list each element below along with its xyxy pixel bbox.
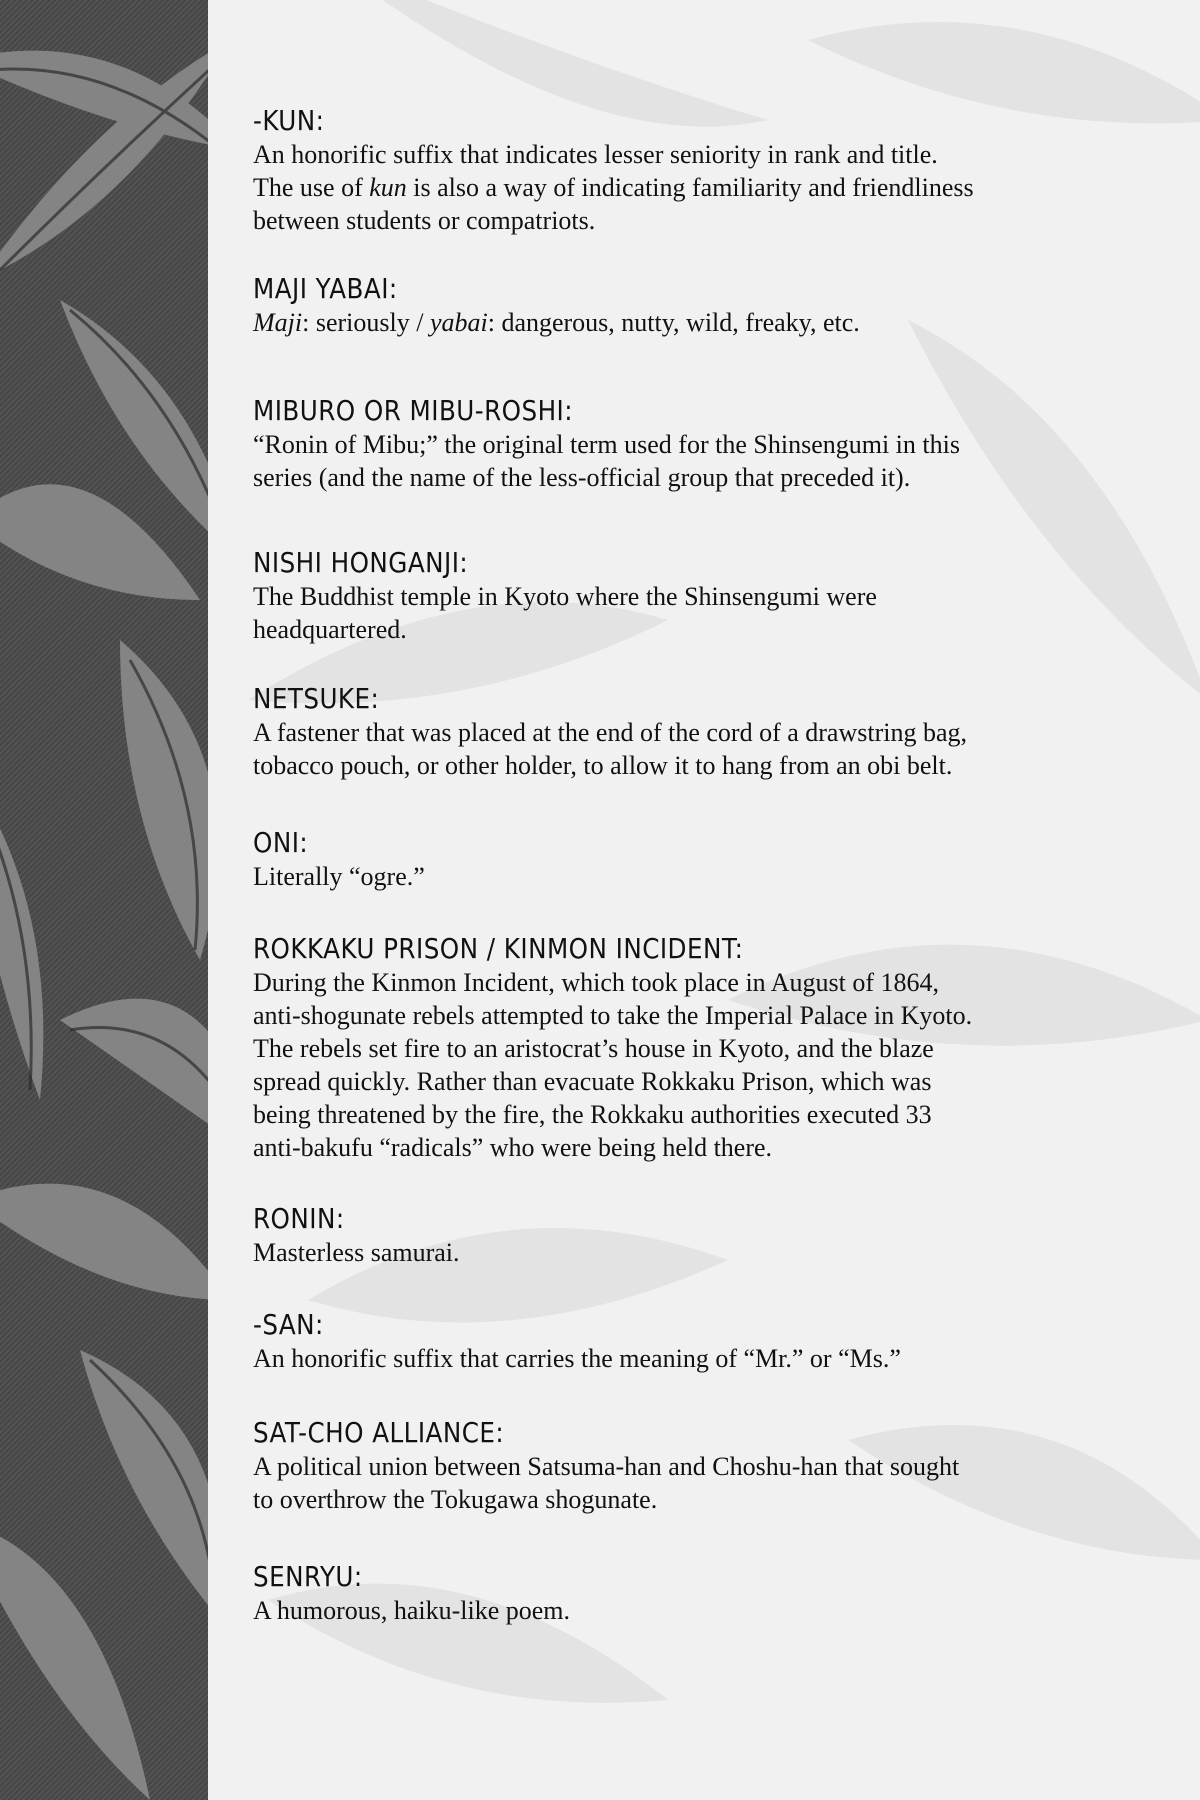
glossary-entry-miburo	[253, 394, 1153, 494]
definition-line: An honorific suffix that indicates lesser seniority in rank and title.	[253, 140, 938, 169]
definition-line: anti-bakufu “radicals” who were being held there.	[253, 1133, 773, 1162]
background-leaf-watermark	[208, 0, 1200, 1800]
glossary-entry-ronin	[253, 1202, 1153, 1269]
definition-line: between students or compatriots.	[253, 206, 596, 235]
glossary-term: ONI:	[253, 826, 309, 859]
glossary-entry-netsuke	[253, 682, 1153, 782]
glossary-term: ROKKAKU PRISON / KINMON INCIDENT:	[253, 932, 744, 965]
glossary-term: NETSUKE:	[253, 682, 380, 715]
definition-line: The Buddhist temple in Kyoto where the Shinsengumi were	[253, 582, 877, 611]
glossary-definition	[253, 716, 1153, 782]
definition-line: A humorous, haiku-like poem.	[253, 1596, 571, 1625]
glossary-entry-oni	[253, 826, 1153, 893]
glossary-term: MIBURO OR MIBU-ROSHI:	[253, 394, 574, 427]
glossary-entry-sat-cho	[253, 1416, 1153, 1516]
definition-line: anti-shogunate rebels attempted to take the Imperial Palace in Kyoto.	[253, 1001, 973, 1030]
glossary-term: NISHI HONGANJI:	[253, 546, 469, 579]
definition-line: An honorific suffix that carries the meaning of “Mr.” or “Ms.”	[253, 1344, 901, 1373]
glossary-definition	[253, 306, 1153, 339]
glossary-entry-rokkaku	[253, 932, 1153, 1164]
glossary-term: -SAN:	[253, 1308, 324, 1341]
definition-line: “Ronin of Mibu;” the original term used for the Shinsengumi in this	[253, 430, 960, 459]
glossary-entry-kun	[253, 104, 1153, 237]
glossary-definition	[253, 966, 1153, 1164]
glossary-term: MAJI YABAI:	[253, 272, 398, 305]
glossary-entry-senryu	[253, 1560, 1153, 1627]
glossary-definition	[253, 1342, 1153, 1375]
glossary-term: RONIN:	[253, 1202, 345, 1235]
definition-line: A political union between Satsuma-han and Choshu-han that sought	[253, 1452, 960, 1481]
glossary-definition	[253, 860, 1153, 893]
glossary-entry-san	[253, 1308, 1153, 1375]
definition-line: tobacco pouch, or other holder, to allow it to hang from an obi belt.	[253, 751, 953, 780]
glossary-term: SENRYU:	[253, 1560, 363, 1593]
definition-line: A fastener that was placed at the end of the cord of a drawstring bag,	[253, 718, 968, 747]
definition-line: The use of kun is also a way of indicating familiarity and friendliness	[253, 173, 974, 202]
definition-line: Literally “ogre.”	[253, 862, 425, 891]
definition-line: Maji: seriously / yabai: dangerous, nutty, wild, freaky, etc.	[253, 308, 860, 337]
glossary-term: SAT-CHO ALLIANCE:	[253, 1416, 505, 1449]
definition-line: to overthrow the Tokugawa shogunate.	[253, 1485, 658, 1514]
glossary-entry-nishi-honganji	[253, 546, 1153, 646]
definition-line: being threatened by the fire, the Rokkaku authorities executed 33	[253, 1100, 932, 1129]
glossary-definition	[253, 1236, 1153, 1269]
glossary-definition	[253, 580, 1153, 646]
definition-line: The rebels set fire to an aristocrat’s house in Kyoto, and the blaze	[253, 1034, 934, 1063]
definition-line: headquartered.	[253, 615, 407, 644]
definition-line: series (and the name of the less-official group that preceded it).	[253, 463, 911, 492]
glossary-term: -KUN:	[253, 104, 325, 137]
glossary-entry-maji-yabai	[253, 272, 1153, 339]
glossary-definition	[253, 1450, 1153, 1516]
decorative-leaf-panel	[0, 0, 208, 1800]
definition-line: Masterless samurai.	[253, 1238, 460, 1267]
definition-line: During the Kinmon Incident, which took place in August of 1864,	[253, 968, 940, 997]
definition-line: spread quickly. Rather than evacuate Rokkaku Prison, which was	[253, 1067, 932, 1096]
glossary-definition	[253, 138, 1153, 237]
glossary-definition	[253, 428, 1153, 494]
glossary-definition	[253, 1594, 1153, 1627]
